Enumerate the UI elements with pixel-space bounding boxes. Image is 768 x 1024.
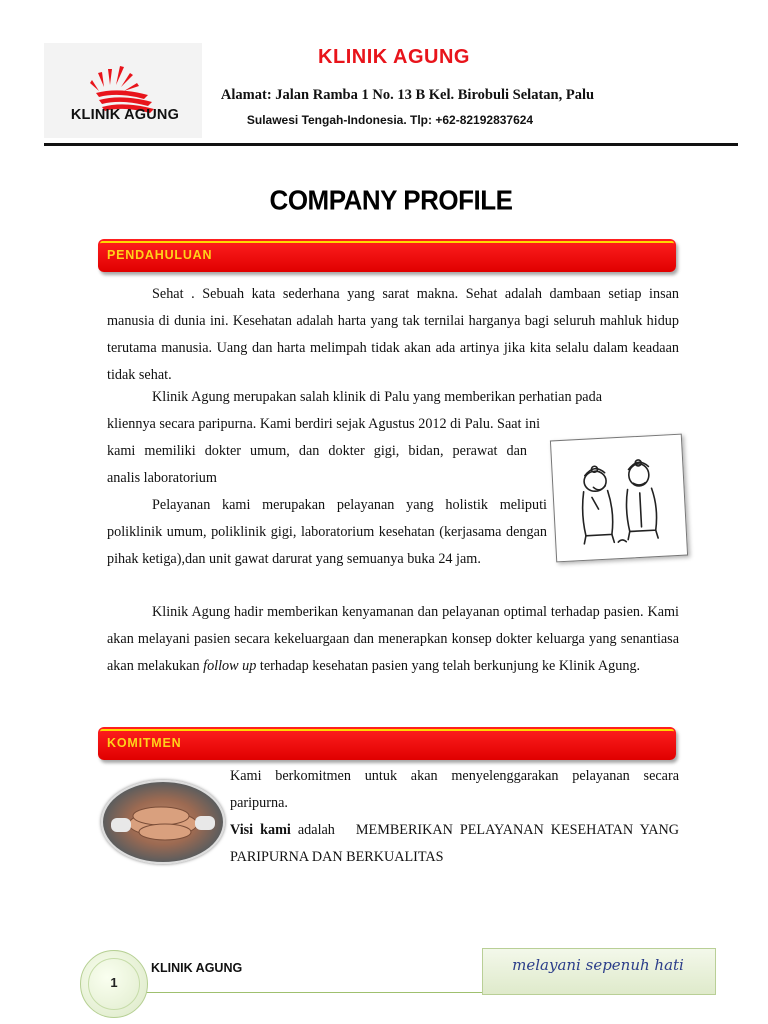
doctors-cartoon bbox=[550, 434, 688, 563]
paragraph-commitment-service-a: Klinik Agung hadir memberikan kenyamanan dan pelayanan optimal terhadap pasien. Kami akan melayani pasien secara kekeluargaan dan menerapkan konsep dokter keluarga yang senantiasa akan melakukan bbox=[107, 604, 679, 674]
section-label-komitmen: KOMITMEN bbox=[107, 736, 182, 750]
sun-rays-logo-icon bbox=[44, 43, 202, 138]
section-label-pendahuluan: PENDAHULUAN bbox=[107, 248, 213, 262]
address-line-1: Alamat: Jalan Ramba 1 No. 13 B Kel. Birobuli Selatan, Palu bbox=[220, 87, 595, 103]
paragraph-komitmen: Kami berkomitmen untuk akan menyelenggarakan pelayanan secara paripurna. bbox=[230, 768, 679, 811]
visi-label: Visi kami bbox=[230, 822, 291, 838]
clinic-name: KLINIK AGUNG bbox=[318, 46, 470, 68]
paragraph-about-clinic bbox=[107, 384, 679, 438]
teamwork-hands-image bbox=[101, 780, 225, 864]
paragraph-intro: Sehat . Sebuah kata sederhana yang sarat makna. Sehat adalah dambaan setiap insan manusia di dunia ini. Kesehatan adalah harta yang tak ternilai harganya bagi seluruh mahluk hidup terutama manusia. Uang dan harta melimpah tidak akan ada artinya jika kita selalu dalam keadaan tidak sehat. bbox=[107, 286, 679, 383]
section-bar-pendahuluan bbox=[98, 239, 676, 272]
doctors-cartoon-icon bbox=[551, 435, 687, 562]
section-bar-komitmen bbox=[98, 727, 676, 760]
visi-text: MEMBERIKAN PELAYANAN KESEHATAN YANG PARIPURNA DAN BERKUALITAS bbox=[230, 822, 679, 865]
paragraph-visi bbox=[230, 817, 679, 871]
teamwork-hands-icon bbox=[103, 782, 223, 862]
paragraph-services: Pelayanan kami merupakan pelayanan yang holistik meliputi poliklinik umum, poliklinik gigi, laboratorium kesehatan (kerjasama dengan pihak ketiga),dan unit gawat darurat yang semuanya buka 24 jam. bbox=[107, 497, 547, 567]
clinic-logo bbox=[44, 43, 202, 138]
address-line-2: Sulawesi Tengah-Indonesia. Tlp: +62-82192837624 bbox=[246, 113, 534, 127]
paragraph-staff-line2: analis laboratorium bbox=[107, 470, 217, 486]
follow-up-italic: follow up bbox=[203, 658, 257, 674]
paragraph-staff-line1: kami memiliki dokter umum, dan dokter gigi, bidan, perawat dan bbox=[107, 443, 527, 459]
page-number: 1 bbox=[110, 975, 118, 990]
visi-connector: adalah bbox=[290, 822, 356, 838]
motto-text: melayani sepenuh hati bbox=[512, 956, 684, 974]
paragraph-commitment-service-b: terhadap kesehatan pasien yang telah berkunjung ke Klinik Agung. bbox=[256, 658, 641, 674]
logo-text: KLINIK AGUNG bbox=[70, 107, 180, 123]
document-title: COMPANY PROFILE bbox=[269, 184, 513, 216]
footer-clinic-name: KLINIK AGUNG bbox=[151, 961, 243, 975]
header-divider bbox=[44, 143, 738, 146]
paragraph-about-clinic-text: Klinik Agung merupakan salah klinik di Palu yang memberikan perhatian pada kliennya secara paripurna. Kami berdiri sejak Agustus 2012 di Palu. Saat ini bbox=[107, 389, 602, 432]
paragraph-commitment-service bbox=[107, 599, 679, 680]
